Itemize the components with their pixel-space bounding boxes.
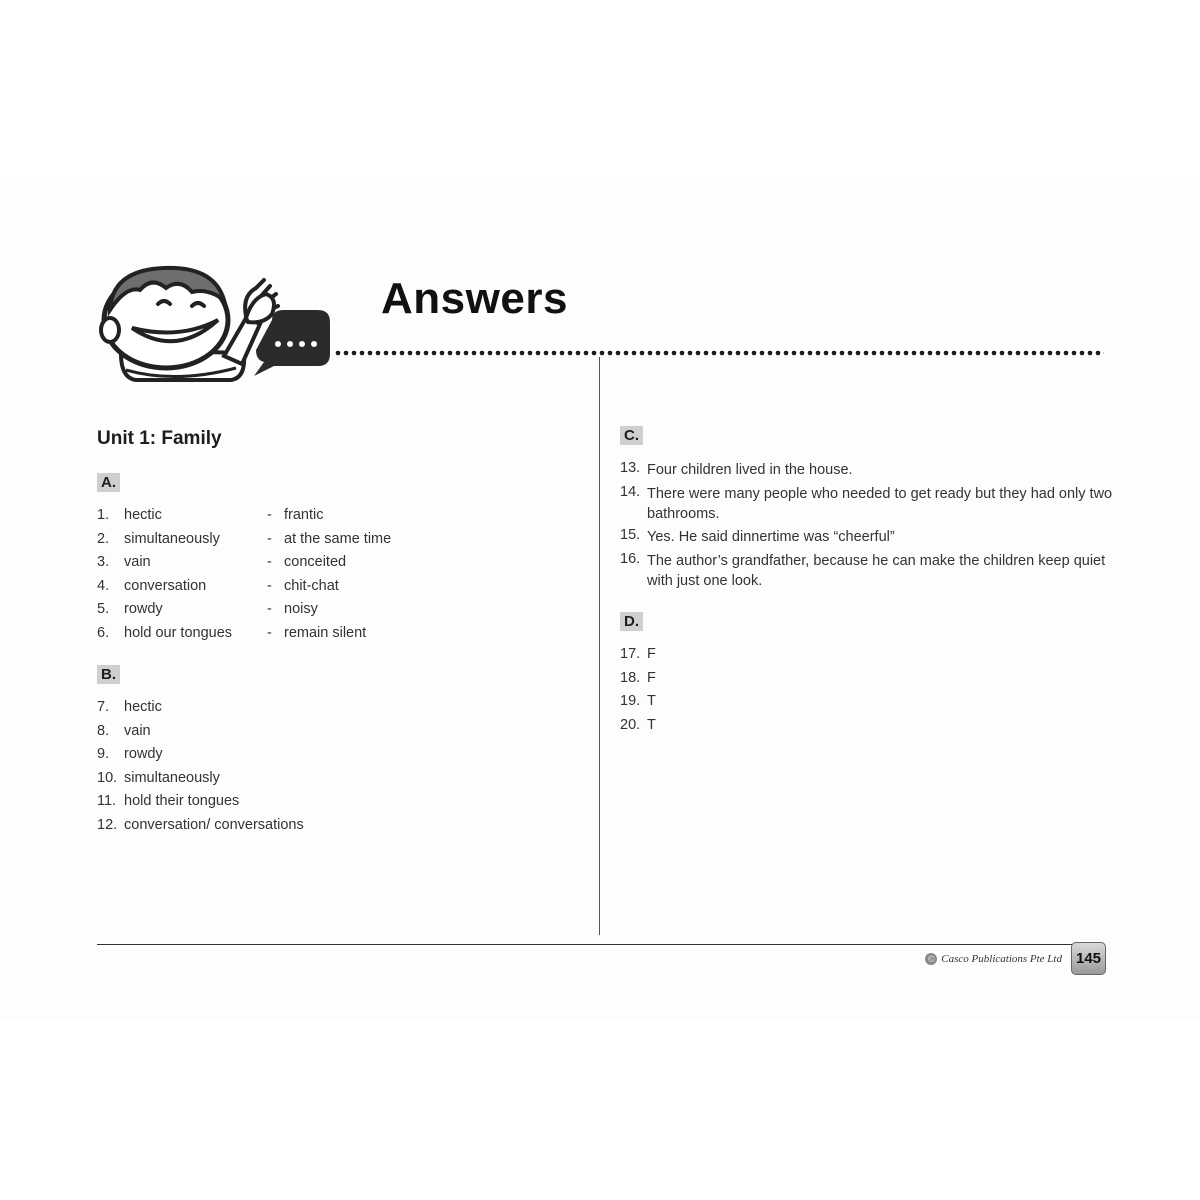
column-divider [599,357,600,935]
item-answer: vain [124,722,151,739]
item-word: hectic [124,507,162,523]
item-dash: - [267,530,272,547]
item-number: 8. [97,722,110,739]
item-dash: - [267,601,272,617]
item-number: 6. [97,624,110,641]
item-number: 2. [97,530,110,547]
item-number: 18. [620,669,641,686]
item-dash: - [267,624,272,641]
item-answer: hectic [124,699,162,715]
copyright-icon: © [925,953,937,965]
item-number: 13. [620,460,641,476]
item-synonym: frantic [284,507,324,523]
section-c-label: C. [620,426,643,445]
item-answer: F [647,646,656,662]
item-number: 7. [97,699,110,715]
item-number: 4. [97,577,110,594]
item-synonym: remain silent [284,624,367,641]
page-title: Answers [381,274,568,323]
item-synonym: noisy [284,601,318,617]
unit-title: Unit 1: Family [97,428,222,449]
copyright-text: Casco Publications Pte Ltd [941,953,1062,965]
item-answer: T [647,693,656,709]
section-a-list [97,507,497,647]
item-answer: There were many people who needed to get ready but they had only two bathrooms. [647,486,1113,522]
item-number: 1. [97,507,110,523]
page-number: 145 [1071,942,1106,975]
section-d-list [620,646,820,746]
section-b-list [97,699,497,839]
item-number: 20. [620,716,641,733]
item-dash: - [267,577,272,594]
item-answer: conversation/ conversations [124,816,304,833]
item-number: 11. [97,793,117,809]
item-number: 9. [97,746,110,762]
item-number: 10. [97,769,118,786]
item-number: 12. [97,816,118,833]
item-answer: Four children lived in the house. [647,462,853,478]
item-word: vain [124,554,151,570]
item-number: 3. [97,554,110,570]
copyright-notice [925,953,1062,965]
item-number: 15. [620,527,641,543]
item-number: 19. [620,693,641,709]
item-answer: hold their tongues [124,793,240,809]
item-synonym: chit-chat [284,577,339,594]
item-number: 5. [97,601,110,617]
item-dash: - [267,554,272,570]
section-c-list [620,460,1120,600]
item-number: 14. [620,484,641,500]
item-answer: simultaneously [124,769,220,786]
item-number: 16. [620,551,641,567]
item-word: rowdy [124,601,163,617]
section-a-label: A. [97,473,120,492]
item-answer: Yes. He said dinnertime was “cheerful” [647,529,895,545]
item-number: 17. [620,646,641,662]
footer-rule [97,944,1105,945]
section-b-label: B. [97,665,120,684]
item-word: conversation [124,577,207,594]
dotted-divider [334,350,1104,356]
item-answer: rowdy [124,746,163,762]
item-dash: - [267,507,272,523]
item-answer: F [647,669,656,686]
item-word: simultaneously [124,530,220,547]
item-word: hold our tongues [124,624,233,641]
section-d-label: D. [620,612,643,631]
item-synonym: conceited [284,554,347,570]
item-answer: The author’s grandfather, because he can make the children keep quiet with just one look. [647,553,1106,589]
waving-boy-mascot-icon [96,258,336,388]
item-synonym: at the same time [284,530,392,547]
item-answer: T [647,716,656,733]
